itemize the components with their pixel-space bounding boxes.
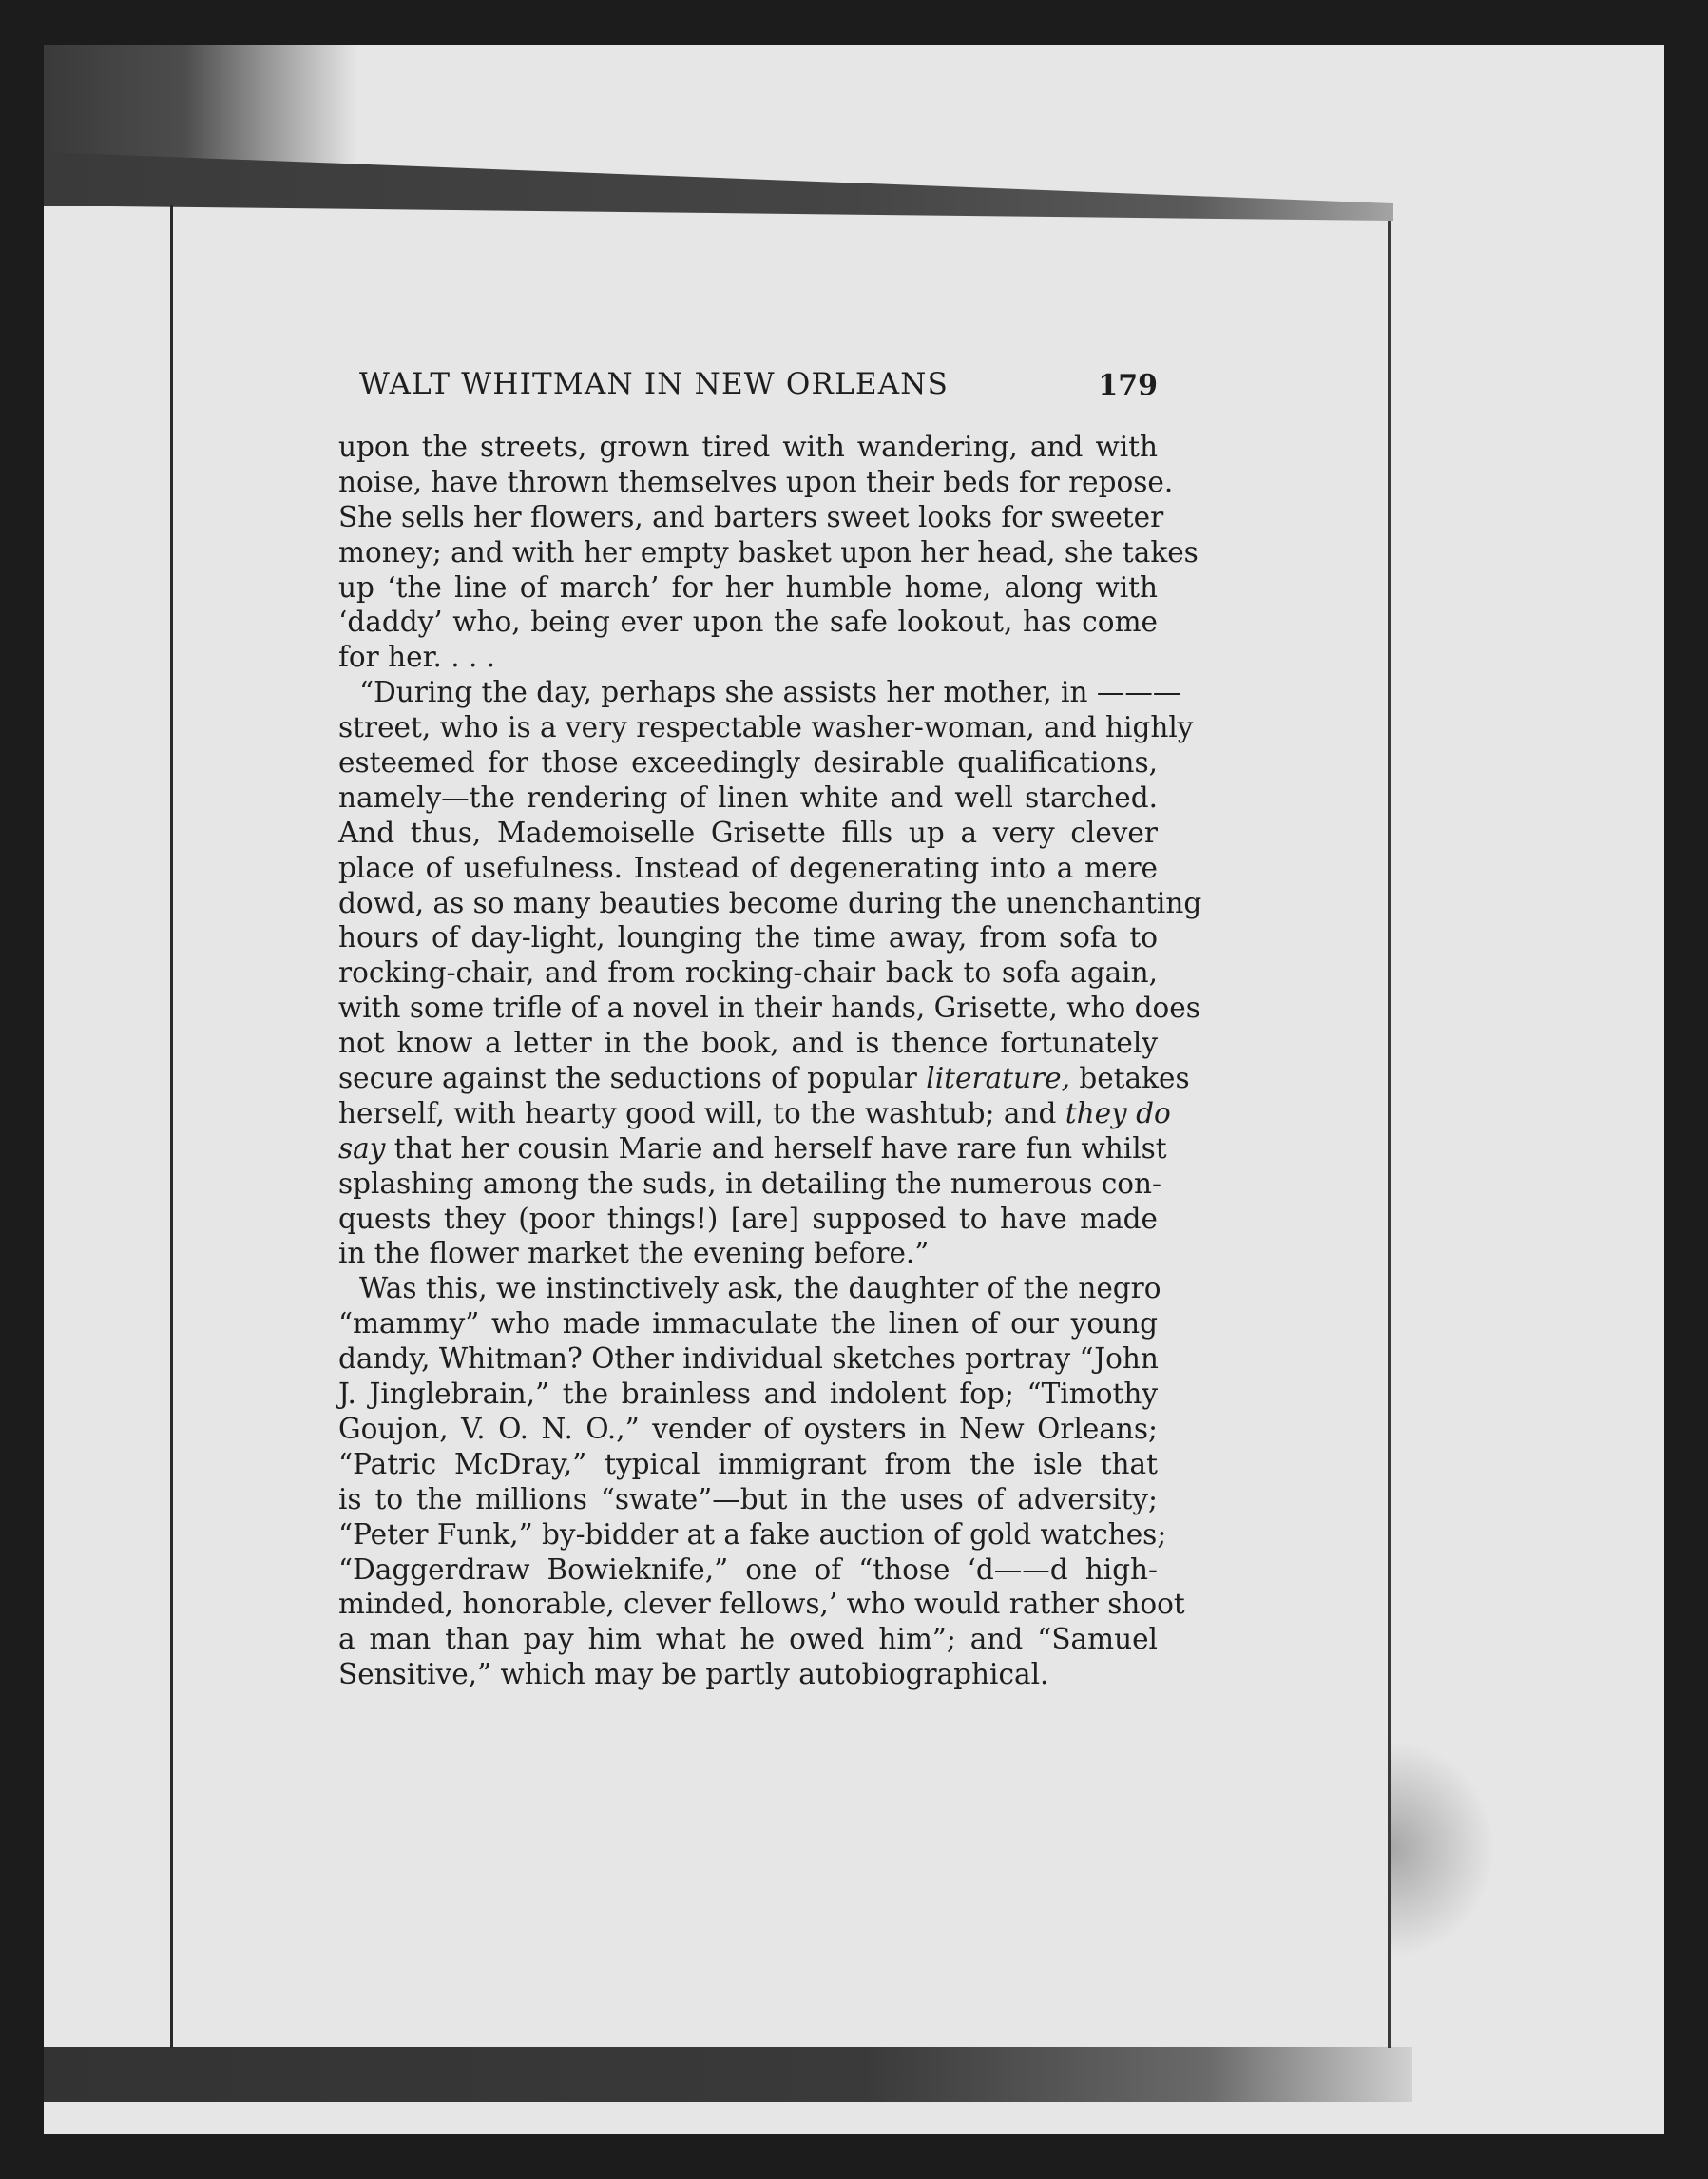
text-line: “During the day, perhaps she assists her mother, in ———: [359, 676, 1181, 709]
running-head-title: WALT WHITMAN IN NEW ORLEANS: [359, 367, 950, 401]
text-line: [338, 1131, 1167, 1167]
text-line: Goujon, V. O. N. O.,” vender of oysters in New Orleans;: [338, 1412, 1158, 1445]
text-run: that her cousin Marie and herself have rare fun whilst: [393, 1131, 1167, 1165]
text-line: “mammy” who made immaculate the linen of our young: [338, 1307, 1158, 1340]
text-line: ‘daddy’ who, being ever upon the safe lookout, has come: [338, 606, 1158, 639]
text-line: for her. . . .: [338, 641, 496, 674]
text-line: Sensitive,” which may be partly autobiographical.: [338, 1658, 1049, 1691]
text-line: J. Jinglebrain,” the brainless and indolent fop; “Timothy: [338, 1378, 1158, 1411]
page-right-shadow: [1391, 1740, 1495, 1958]
text-run: secure against the seductions of popular: [338, 1062, 917, 1095]
text-line: She sells her flowers, and barters sweet looks for sweeter: [338, 500, 1164, 533]
italic-text-run: say: [338, 1131, 386, 1165]
text-line: Was this, we instinctively ask, the daughter of the negro: [359, 1272, 1161, 1305]
text-line: quests they (poor things!) [are] supposed to have made: [338, 1202, 1158, 1235]
paragraph-3: [338, 1271, 1185, 1692]
text-run: herself, with hearty good will, to the washtub; and: [338, 1096, 1057, 1129]
text-line: place of usefulness. Instead of degenerating into a mere: [338, 851, 1158, 884]
text-line: “Patric McDray,” typical immigrant from the isle that: [338, 1447, 1158, 1480]
paragraph-1: [338, 430, 1199, 675]
page-number: 179: [1098, 369, 1158, 402]
text-line: upon the streets, grown tired with wandering, and with: [338, 431, 1158, 463]
italic-text-run: they do: [1065, 1096, 1171, 1129]
text-line: rocking-chair, and from rocking-chair back to sofa again,: [338, 956, 1158, 990]
text-line: namely—the rendering of linen white and well starched.: [338, 781, 1158, 814]
text-line: with some trifle of a novel in their hands, Grisette, who does: [338, 992, 1200, 1025]
text-line: [338, 1061, 1190, 1096]
text-line: not know a letter in the book, and is thence fortunately: [338, 1027, 1158, 1060]
text-line: up ‘the line of march’ for her humble home, along with: [338, 570, 1158, 604]
text-line: dowd, as so many beauties become during the unenchanting: [338, 886, 1202, 919]
text-line: And thus, Mademoiselle Grisette fills up a very clever: [338, 816, 1158, 849]
page-left-edge: [170, 205, 173, 2048]
text-line: is to the millions “swate”—but in the uses of adversity;: [338, 1482, 1158, 1515]
book-edge-shadow-bottom: [44, 2047, 1412, 2102]
text-line: a man than pay him what he owed him”; and “Samuel: [338, 1623, 1158, 1656]
italic-text-run: literature,: [926, 1062, 1070, 1095]
text-line: in the flower market the evening before.”: [338, 1237, 930, 1270]
text-line: noise, have thrown themselves upon their beds for repose.: [338, 465, 1174, 498]
paragraph-2: [338, 675, 1202, 1271]
text-line: “Daggerdraw Bowieknife,” one of “those ‘d——d high-: [338, 1552, 1158, 1586]
text-line: “Peter Funk,” by-bidder at a fake auction of gold watches;: [338, 1517, 1167, 1551]
text-line: minded, honorable, clever fellows,’ who would rather shoot: [338, 1588, 1185, 1621]
text-line: hours of day-light, lounging the time away, from sofa to: [338, 921, 1158, 955]
text-line: esteemed for those exceedingly desirable qualifications,: [338, 746, 1158, 780]
running-head: [359, 367, 1158, 405]
text-line: money; and with her empty basket upon her head, she takes: [338, 535, 1199, 569]
text-line: street, who is a very respectable washer-woman, and highly: [338, 711, 1194, 744]
text-line: dandy, Whitman? Other individual sketches portray “John: [338, 1342, 1159, 1376]
body-text: [338, 430, 1202, 1692]
text-line: [338, 1096, 1171, 1131]
text-run: betakes: [1079, 1062, 1190, 1095]
text-line: splashing among the suds, in detailing the numerous con-: [338, 1167, 1161, 1200]
